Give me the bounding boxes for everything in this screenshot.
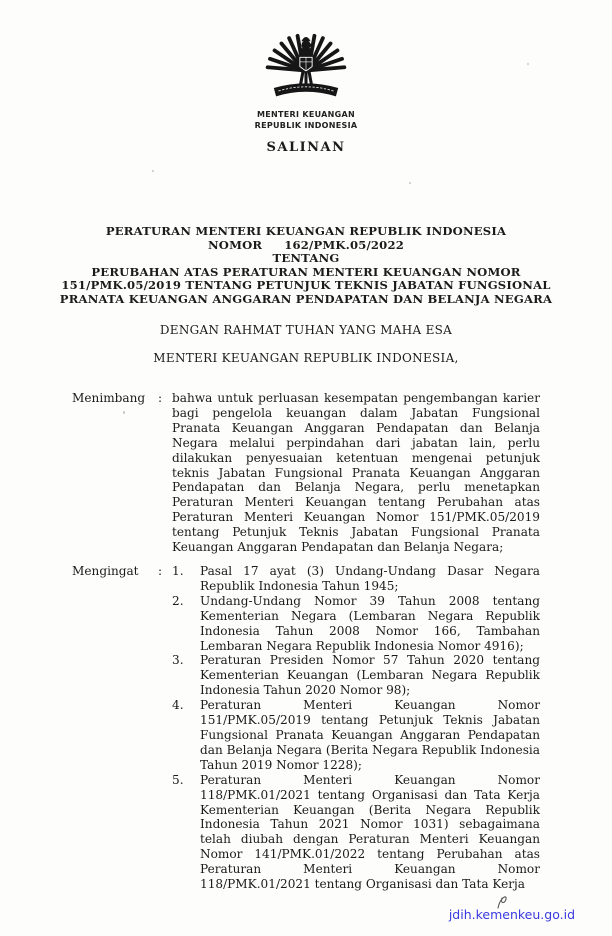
regulation-title: [36, 225, 576, 307]
letterhead: [0, 28, 612, 155]
nomor-label: NOMOR: [207, 237, 263, 252]
legal-basis-item: [172, 564, 540, 594]
ministry-name-line2: REPUBLIK INDONESIA: [254, 120, 358, 130]
jdih-link[interactable]: jdih.kemenkeu.go.id: [448, 907, 575, 922]
legal-basis-item: [172, 773, 540, 892]
title-line-tentang: TENTANG: [272, 251, 340, 266]
invocation-line: DENGAN RAHMAT TUHAN YANG MAHA ESA: [159, 323, 453, 337]
legal-basis-list: [172, 564, 540, 892]
legal-basis-item: [172, 698, 540, 773]
legal-basis-item-text: Peraturan Menteri Keuangan Nomor 118/PMK.01/2021 tentang Organisasi dan Tata Kerja Kementerian Keuangan (Berita Negara Republik Indonesia Tahun 2021 Nomor 1031) sebagaimana telah diubah dengan Peraturan Menteri Keuangan Nomor 141/PMK.01/2022 tentang Perubahan atas Peraturan Menteri Keuangan Nomor 118/PMK.01/2021 tentang Organisasi dan Tata Kerja: [200, 772, 540, 892]
scan-speck: [152, 170, 154, 172]
legal-basis-item-text: Peraturan Menteri Keuangan Nomor 151/PMK.05/2019 tentang Petunjuk Teknis Jabatan Fungsional Pranata Keuangan Anggaran Pendapatan dan Belanja Negara (Berita Negara Republik Indonesia Tahun 2019 Nomor 1228);: [200, 698, 540, 772]
garuda-pancasila-emblem: [260, 28, 352, 105]
nomor-number: 162/PMK.05/2022: [284, 237, 404, 252]
legal-basis-item-number: 4.: [172, 698, 184, 713]
mengingat-label: Mengingat: [72, 564, 139, 578]
title-line-peraturan: PERATURAN MENTERI KEUANGAN REPUBLIK INDONESIA: [105, 224, 507, 238]
ministry-name-line1: MENTERI KEUANGAN: [256, 110, 356, 119]
legal-basis-item: [172, 594, 540, 654]
legal-basis-item-number: 2.: [172, 593, 184, 608]
title-line-nomor: [36, 239, 576, 253]
legal-basis-item-text: Peraturan Presiden Nomor 57 Tahun 2020 tentang Kementerian Keuangan (Lembaran Negara Republik Indonesia Tahun 2020 Nomor 98);: [200, 653, 540, 698]
mengingat-colon: :: [158, 564, 163, 578]
salinan-stamp: SALINAN: [266, 140, 346, 155]
menimbang-section: [72, 391, 540, 555]
legal-basis-item-text: Undang-Undang Nomor 39 Tahun 2008 tentang Kementerian Negara (Lembaran Negara Republik Indonesia Tahun 2008 Nomor 166, Tambahan Lembaran Negara Republik Indonesia Nomor 4916);: [200, 593, 540, 653]
menimbang-colon: :: [158, 391, 163, 405]
title-line-subject2: 151/PMK.05/2019 TENTANG PETUNJUK TEKNIS JABATAN FUNGSIONAL: [61, 278, 551, 293]
title-line-subject1: PERUBAHAN ATAS PERATURAN MENTERI KEUANGAN NOMOR: [91, 264, 521, 279]
legal-basis-item-number: 1.: [172, 564, 184, 578]
legal-basis-item: [172, 653, 540, 698]
menimbang-label: Menimbang: [72, 391, 146, 405]
menimbang-text: bahwa untuk perluasan kesempatan pengembangan karier bagi pengelola keuangan dalam Jabatan Fungsional Pranata Keuangan Anggaran Pendapatan dan Belanja Negara melalui perpindahan dari jabatan lain, perlu dilakukan penyesuaian ketentuan mengenai petunjuk teknis Jabatan Fungsional Pranata Keuangan Anggaran Pendapatan dan Belanja Negara, perlu menetapkan Peraturan Menteri Keuangan tentang Perubahan atas Peraturan Menteri Keuangan Nomor 151/PMK.05/2019 tentang Petunjuk Teknis Jabatan Fungsional Pranata Keuangan Anggaran Pendapatan dan Belanja Negara;: [172, 391, 540, 555]
title-line-subject3: PRANATA KEUANGAN ANGGARAN PENDAPATAN DAN BELANJA NEGARA: [59, 291, 553, 306]
authority-line: MENTERI KEUANGAN REPUBLIK INDONESIA,: [153, 351, 459, 365]
scan-speck: [409, 182, 411, 184]
legal-basis-item-text: Pasal 17 ayat (3) Undang-Undang Dasar Negara Republik Indonesia Tahun 1945;: [200, 564, 540, 593]
legal-basis-item-number: 3.: [172, 653, 184, 668]
legal-basis-item-number: 5.: [172, 772, 184, 787]
mengingat-section: [72, 564, 540, 892]
